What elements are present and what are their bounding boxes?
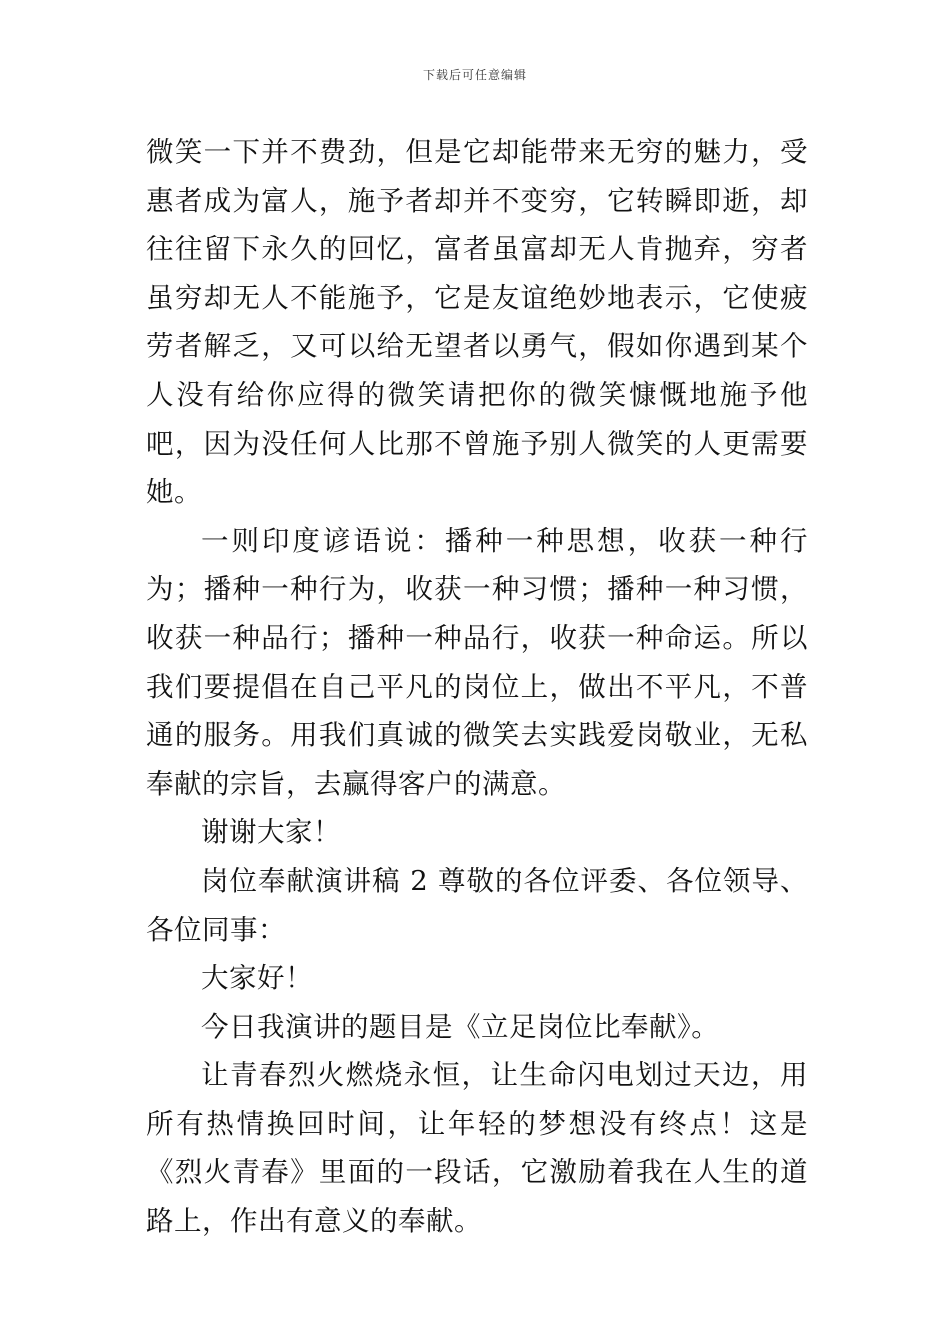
paragraph-thanks: 谢谢大家！ (201, 816, 341, 849)
paragraph-smile: 微笑一下并不费劲，但是它却能带来无穷的魅力，受惠者成为富人，施予者却并不变穷，它转瞬即逝，却往往留下永久的回忆，富者虽富却无人肯抛弃，穷者虽穷却无人不能施予，它是友谊绝妙地表示，它使疲劳者解乏，又可以给无望者以勇气，假如你遇到某个人没有给你应得的微笑请把你的微笑慷慨地施予他吧，因为没任何人比那不曾施予别人微笑的人更需要她。 (146, 136, 808, 509)
body-text (146, 128, 808, 1246)
paragraph-youth: 让青春烈火燃烧永恒，让生命闪电划过天边，用所有热情换回时间，让年轻的梦想没有终点！这是《烈火青春》里面的一段话，它激励着我在人生的道路上，作出有意义的奉献。 (146, 1059, 808, 1238)
paragraph-hello: 大家好！ (201, 962, 313, 995)
paragraph-proverb: 一则印度谚语说：播种一种思想，收获一种行为；播种一种行为，收获一种习惯；播种一种习惯，收获一种品行；播种一种品行，收获一种命运。所以我们要提倡在自己平凡的岗位上，做出不平凡，不普通的服务。用我们真诚的微笑去实践爱岗敬业，无私奉献的宗旨，去赢得客户的满意。 (146, 524, 808, 800)
header-note: 下载后可任意编辑 (422, 68, 527, 82)
paragraph-topic: 今日我演讲的题目是《立足岗位比奉献》。 (201, 1010, 720, 1043)
paragraph-speech-title-greeting: 岗位奉献演讲稿 2 尊敬的各位评委、各位领导、各位同事： (146, 864, 808, 946)
